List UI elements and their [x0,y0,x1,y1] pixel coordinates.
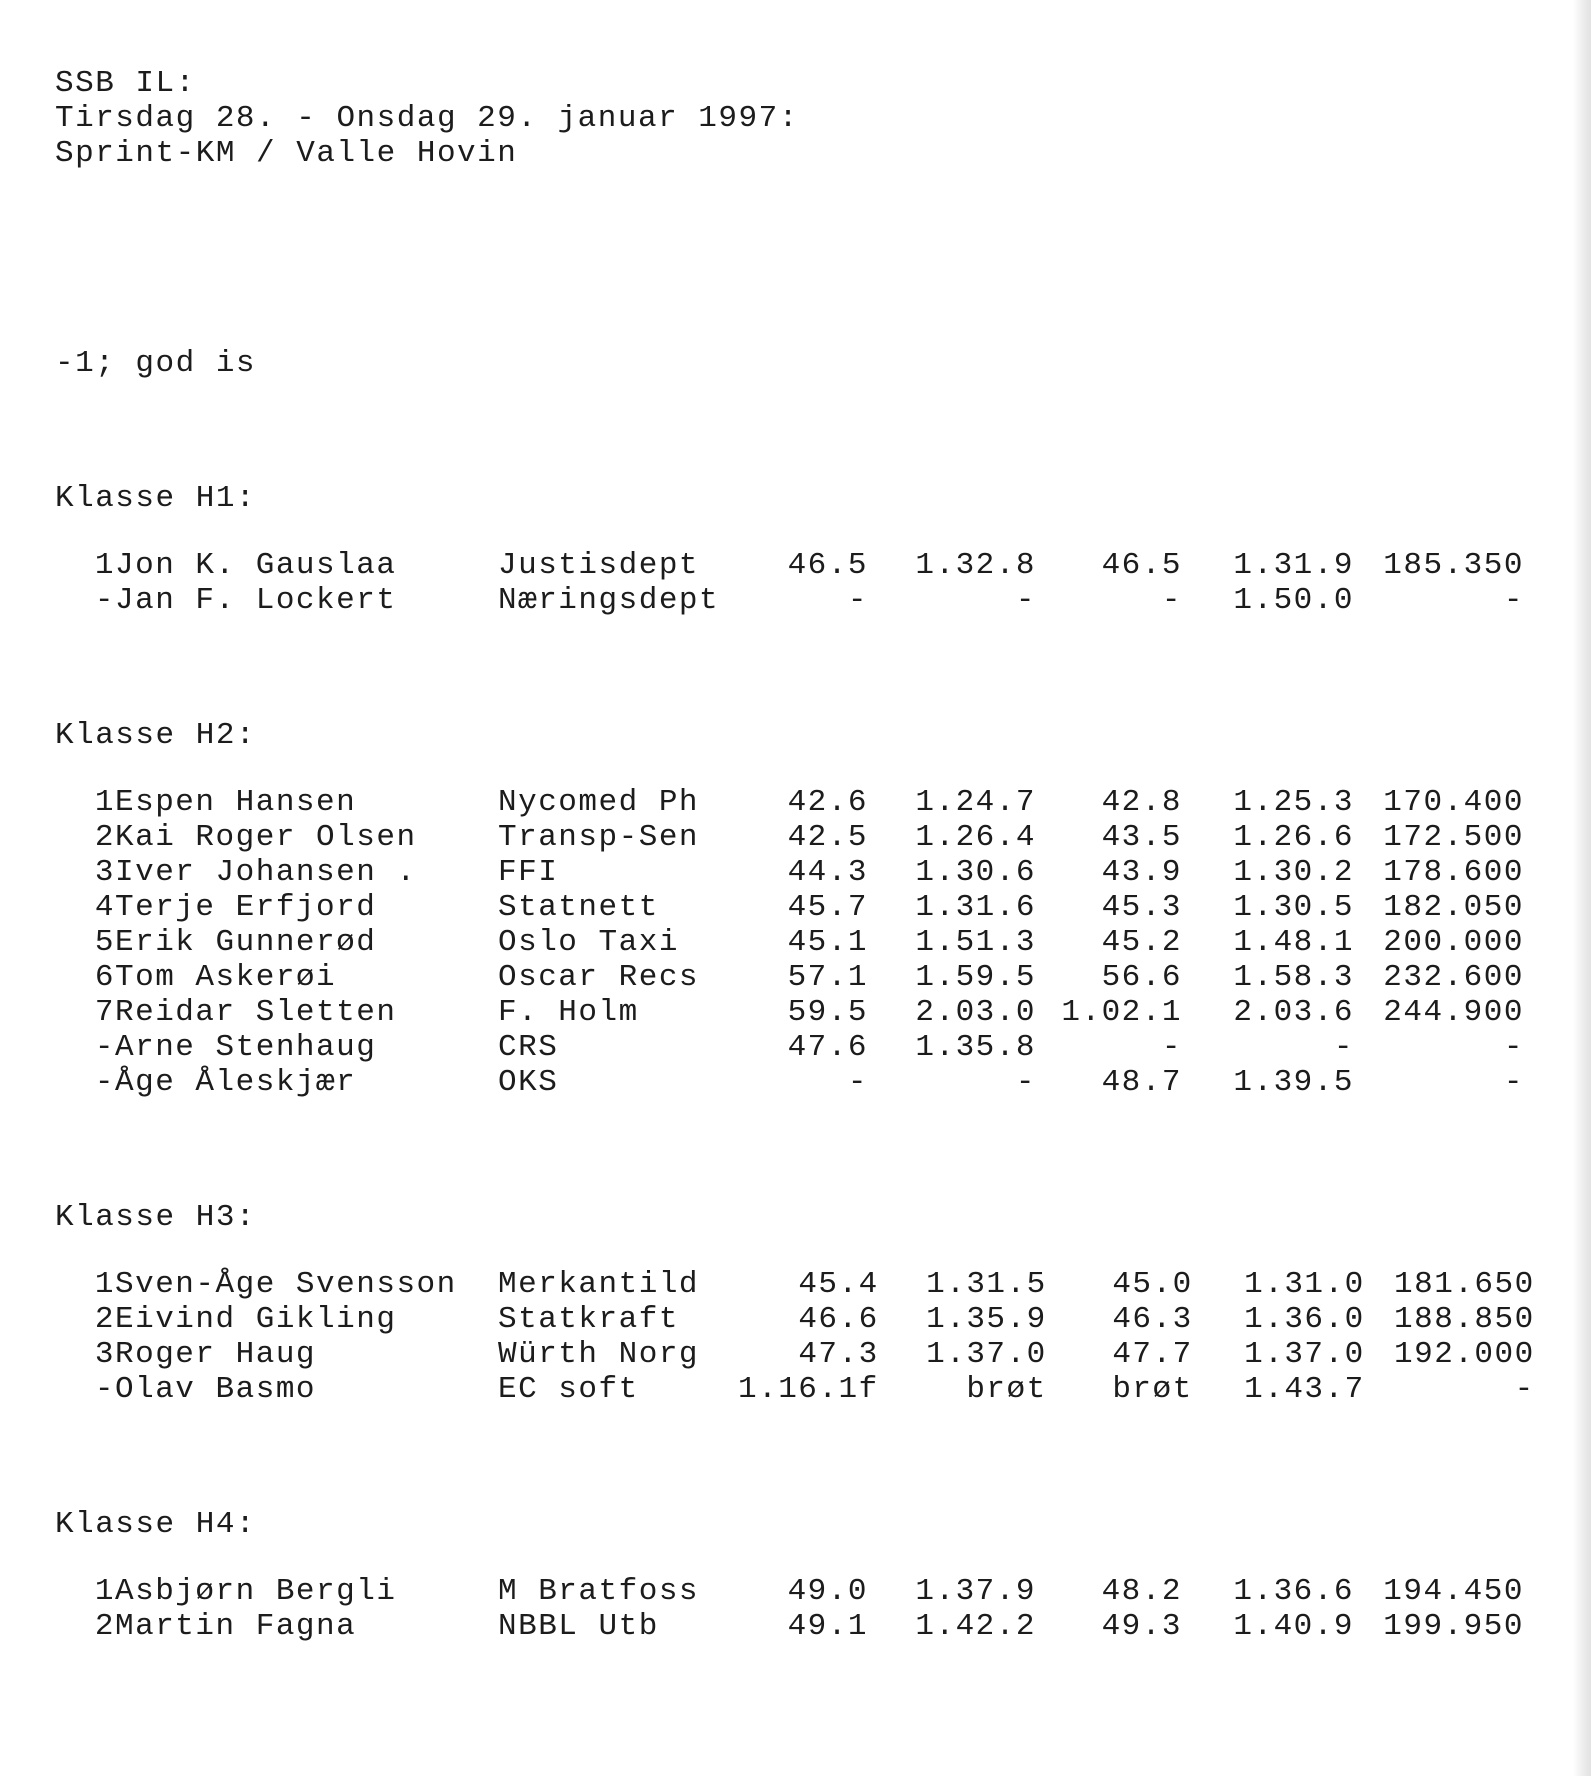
time-1000m-day1-cell: 1.35.8 [915,1030,1036,1065]
points-cell: 185.350 [1383,548,1524,583]
table-row [55,855,1524,890]
points-cell: 200.000 [1383,925,1524,960]
place-cell: 3 [94,1337,115,1372]
time-1000m-day1-cell: brøt [966,1372,1047,1407]
table-row [55,1267,1535,1302]
time-500m-day2-cell: 47.7 [1112,1337,1193,1372]
club-cell: Nycomed Ph [498,785,700,820]
time-1000m-day1-cell: 1.24.7 [915,785,1036,820]
table-row [55,820,1524,855]
time-500m-day2-cell: 43.9 [1101,855,1182,890]
skater-name-cell: Erik Gunnerød [115,925,377,960]
class-title: Klasse H3: [55,1200,257,1235]
time-500m-day2-cell: 48.7 [1101,1065,1182,1100]
points-cell: 178.600 [1383,855,1524,890]
results-document [55,66,1535,1644]
table-row [55,1030,1524,1065]
table-row [55,785,1524,820]
time-1000m-day1-cell: 1.26.4 [915,820,1036,855]
time-500m-day2-cell: 42.8 [1101,785,1182,820]
time-500m-day1-cell: 49.1 [787,1609,868,1644]
place-cell: 5 [94,925,115,960]
place-cell: - [94,1372,115,1407]
club-cell: M Bratfoss [498,1574,700,1609]
skater-name-cell: Tom Askerøi [115,960,337,995]
time-1000m-day1-cell: 1.32.8 [915,548,1036,583]
time-500m-day2-cell: brøt [1112,1372,1193,1407]
time-500m-day2-cell: 45.2 [1101,925,1182,960]
table-row [55,925,1524,960]
points-cell: 172.500 [1383,820,1524,855]
skater-name-cell: Reidar Sletten [115,995,397,1030]
points-cell: 192.000 [1394,1337,1535,1372]
time-500m-day2-cell: - [1161,583,1182,618]
time-500m-day1-cell: 42.6 [787,785,868,820]
time-500m-day1-cell: - [847,1065,868,1100]
points-cell: 199.950 [1383,1609,1524,1644]
place-cell: 1 [94,1574,115,1609]
skater-name-cell: Espen Hansen [115,785,357,820]
class-title: Klasse H1: [55,481,257,516]
ice-conditions: -1; god is [55,346,257,381]
time-1000m-day1-cell: 2.03.0 [915,995,1036,1030]
time-1000m-day1-cell: 1.37.9 [915,1574,1036,1609]
time-1000m-day1-cell: - [1015,583,1036,618]
time-500m-day2-cell: 45.3 [1101,890,1182,925]
table-row [55,960,1524,995]
table-row [55,1337,1535,1372]
class-title: Klasse H4: [55,1507,257,1542]
time-500m-day1-cell: 44.3 [787,855,868,890]
table-row [55,1574,1524,1609]
club-cell: F. Holm [498,995,639,1030]
time-500m-day1-cell: 47.6 [787,1030,868,1065]
place-cell: 2 [94,1302,115,1337]
table-row [55,548,1524,583]
club-cell: OKS [498,1065,559,1100]
place-cell: 6 [94,960,115,995]
time-1000m-day2-cell: 1.31.0 [1244,1267,1365,1302]
points-cell: 170.400 [1383,785,1524,820]
skater-name-cell: Åge Åleskjær [115,1065,357,1100]
class-section [55,481,1535,718]
place-cell: 2 [94,1609,115,1644]
time-500m-day1-cell: - [847,583,868,618]
class-section [55,1507,1535,1644]
time-500m-day1-cell: 46.6 [798,1302,879,1337]
skater-name-cell: Asbjørn Bergli [115,1574,397,1609]
points-cell: 232.600 [1383,960,1524,995]
time-500m-day1-cell: 45.1 [787,925,868,960]
time-1000m-day2-cell: 1.39.5 [1233,1065,1354,1100]
time-500m-day1-cell: 45.7 [787,890,868,925]
time-500m-day2-cell: 49.3 [1101,1609,1182,1644]
table-row [55,1372,1535,1407]
skater-name-cell: Eivind Gikling [115,1302,397,1337]
club-cell: Næringsdept [498,583,720,618]
results-table [55,548,1524,618]
time-1000m-day1-cell: 1.59.5 [915,960,1036,995]
time-1000m-day2-cell: 1.40.9 [1233,1609,1354,1644]
club-cell: Oslo Taxi [498,925,679,960]
time-1000m-day1-cell: 1.51.3 [915,925,1036,960]
time-1000m-day2-cell: 1.26.6 [1233,820,1354,855]
skater-name-cell: Olav Basmo [115,1372,317,1407]
place-cell: - [94,1030,115,1065]
table-row [55,890,1524,925]
time-500m-day1-cell: 1.16.1f [738,1372,879,1407]
table-row [55,1065,1524,1100]
points-cell: - [1503,1030,1524,1065]
club-cell: CRS [498,1030,559,1065]
time-1000m-day2-cell: 1.30.5 [1233,890,1354,925]
place-cell: 7 [94,995,115,1030]
class-title: Klasse H2: [55,718,257,753]
class-sections [55,481,1535,1644]
time-1000m-day2-cell: 1.58.3 [1233,960,1354,995]
results-table [55,1267,1535,1407]
event-venue: Sprint-KM / Valle Hovin [55,136,518,171]
place-cell: - [94,1065,115,1100]
points-cell: 181.650 [1394,1267,1535,1302]
skater-name-cell: Arne Stenhaug [115,1030,377,1065]
club-cell: EC soft [498,1372,639,1407]
time-500m-day2-cell: 46.3 [1112,1302,1193,1337]
skater-name-cell: Roger Haug [115,1337,317,1372]
time-500m-day1-cell: 47.3 [798,1337,879,1372]
time-500m-day2-cell: 43.5 [1101,820,1182,855]
points-cell: 182.050 [1383,890,1524,925]
time-500m-day2-cell: 1.02.1 [1061,995,1182,1030]
points-cell: - [1503,583,1524,618]
points-cell: 194.450 [1383,1574,1524,1609]
time-500m-day2-cell: 48.2 [1101,1574,1182,1609]
points-cell: 188.850 [1394,1302,1535,1337]
results-table [55,785,1524,1100]
time-1000m-day2-cell: - [1333,1030,1354,1065]
time-500m-day1-cell: 57.1 [787,960,868,995]
time-1000m-day2-cell: 1.36.6 [1233,1574,1354,1609]
club-cell: Oscar Recs [498,960,700,995]
time-1000m-day1-cell: 1.31.5 [926,1267,1047,1302]
time-500m-day1-cell: 45.4 [798,1267,879,1302]
skater-name-cell: Jan F. Lockert [115,583,397,618]
time-1000m-day1-cell: 1.35.9 [926,1302,1047,1337]
club-cell: Würth Norg [498,1337,700,1372]
table-row [55,995,1524,1030]
table-row [55,1609,1524,1644]
place-cell: 3 [94,855,115,890]
place-cell: 4 [94,890,115,925]
points-cell: - [1503,1065,1524,1100]
club-cell: Transp-Sen [498,820,700,855]
place-cell: 2 [94,820,115,855]
club-cell: Statnett [498,890,659,925]
time-500m-day1-cell: 59.5 [787,995,868,1030]
time-1000m-day2-cell: 1.25.3 [1233,785,1354,820]
time-500m-day1-cell: 49.0 [787,1574,868,1609]
time-1000m-day1-cell: 1.30.6 [915,855,1036,890]
class-section [55,1200,1535,1507]
time-500m-day1-cell: 46.5 [787,548,868,583]
time-500m-day2-cell: - [1161,1030,1182,1065]
time-500m-day2-cell: 45.0 [1112,1267,1193,1302]
points-cell: - [1514,1372,1535,1407]
skater-name-cell: Terje Erfjord [115,890,377,925]
results-table [55,1574,1524,1644]
place-cell: 1 [94,1267,115,1302]
time-1000m-day2-cell: 1.37.0 [1244,1337,1365,1372]
table-row [55,1302,1535,1337]
time-1000m-day1-cell: 1.37.0 [926,1337,1047,1372]
table-row [55,583,1524,618]
time-500m-day2-cell: 46.5 [1101,548,1182,583]
place-cell: - [94,583,115,618]
time-1000m-day2-cell: 2.03.6 [1233,995,1354,1030]
skater-name-cell: Martin Fagna [115,1609,357,1644]
club-cell: FFI [498,855,559,890]
time-500m-day1-cell: 42.5 [787,820,868,855]
place-cell: 1 [94,785,115,820]
club-cell: NBBL Utb [498,1609,659,1644]
time-500m-day2-cell: 56.6 [1101,960,1182,995]
class-section [55,718,1535,1200]
club-name: SSB IL: [55,66,196,101]
time-1000m-day2-cell: 1.30.2 [1233,855,1354,890]
time-1000m-day2-cell: 1.36.0 [1244,1302,1365,1337]
skater-name-cell: Sven-Åge Svensson [115,1267,457,1302]
time-1000m-day1-cell: - [1015,1065,1036,1100]
club-cell: Justisdept [498,548,700,583]
time-1000m-day2-cell: 1.48.1 [1233,925,1354,960]
club-cell: Merkantild [498,1267,700,1302]
skater-name-cell: Jon K. Gauslaa [115,548,397,583]
time-1000m-day2-cell: 1.43.7 [1244,1372,1365,1407]
page-edge-shadow [1573,0,1591,1776]
place-cell: 1 [94,548,115,583]
time-1000m-day2-cell: 1.31.9 [1233,548,1354,583]
points-cell: 244.900 [1383,995,1524,1030]
skater-name-cell: Iver Johansen . [115,855,417,890]
event-dates: Tirsdag 28. - Onsdag 29. januar 1997: [55,101,799,136]
time-1000m-day1-cell: 1.31.6 [915,890,1036,925]
time-1000m-day2-cell: 1.50.0 [1233,583,1354,618]
time-1000m-day1-cell: 1.42.2 [915,1609,1036,1644]
club-cell: Statkraft [498,1302,679,1337]
skater-name-cell: Kai Roger Olsen [115,820,417,855]
